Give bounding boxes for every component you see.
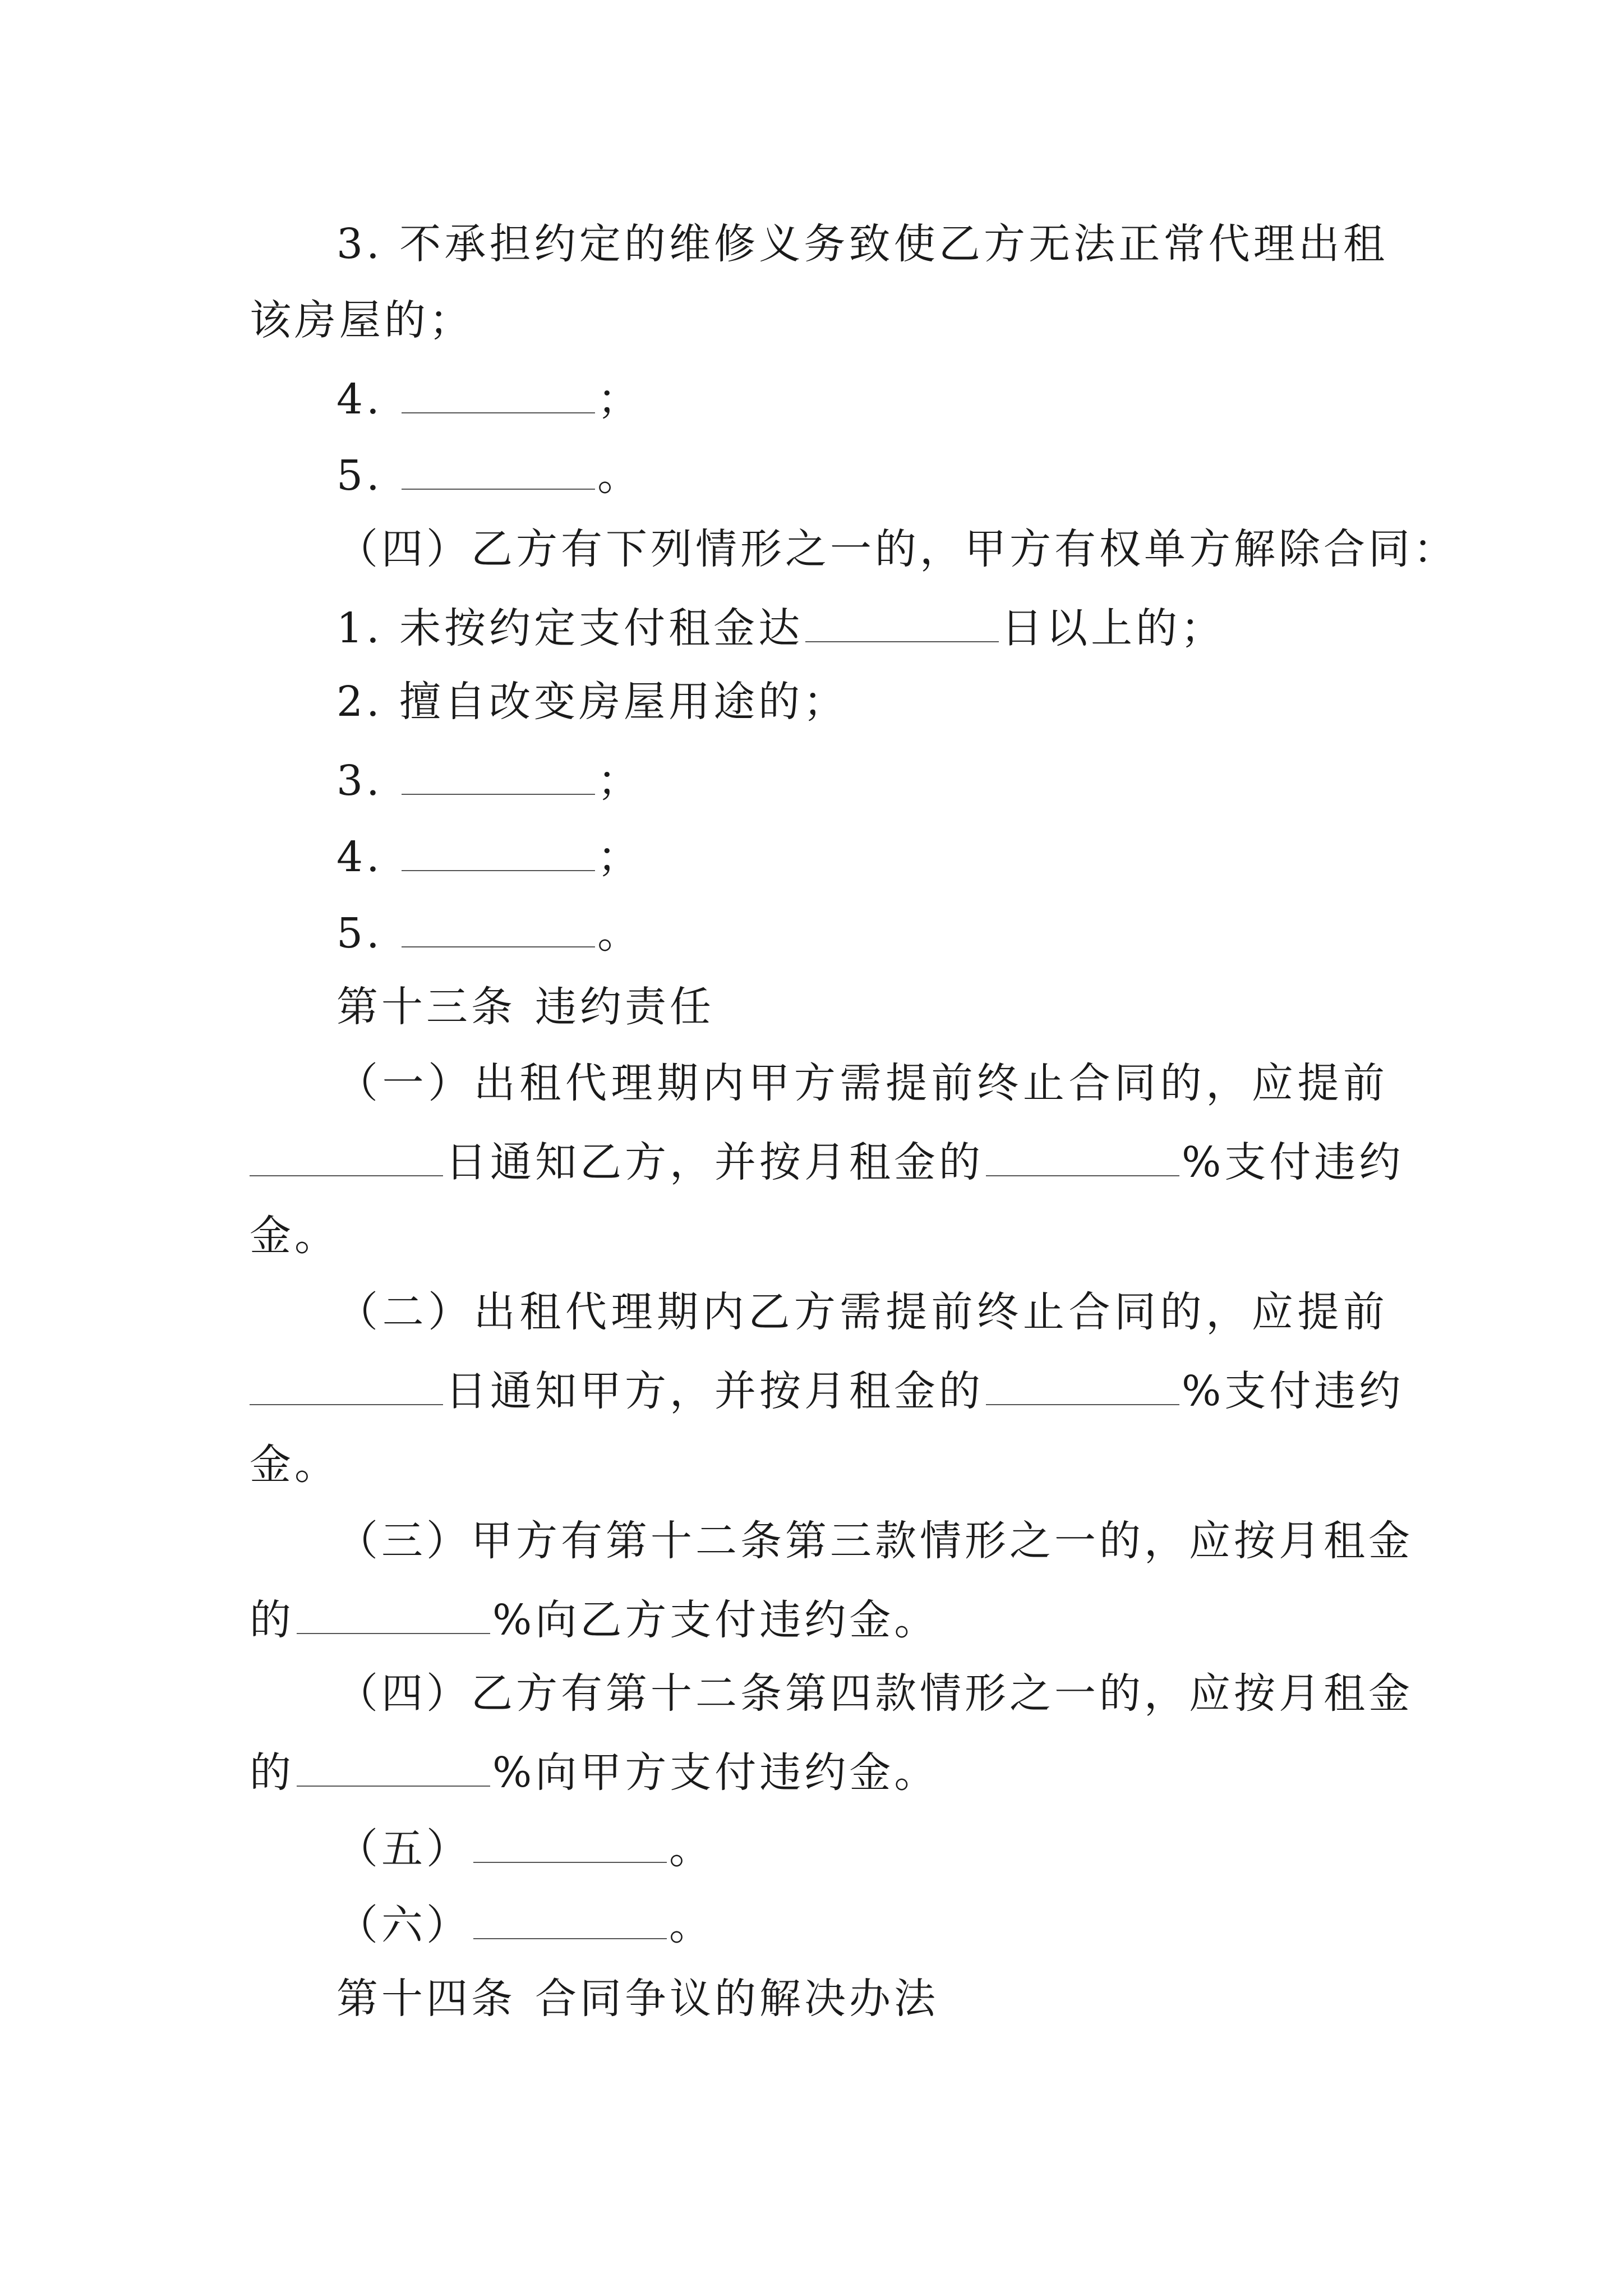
fill-in-blank <box>250 1360 443 1405</box>
clause-line <box>336 750 1388 809</box>
clause-text: %支付违约 <box>1182 1138 1404 1186</box>
clause-text: 2. 擅自改变房屋用途的； <box>336 678 849 726</box>
clause-text: %向乙方支付违约金。 <box>492 1596 939 1644</box>
clause-line <box>250 1131 1404 1190</box>
clause-line <box>336 445 1388 504</box>
clause-number: 5. <box>336 909 400 958</box>
clause-text: （三）甲方有第十二条第三款情形之一的，应按月租金 <box>336 1517 1413 1565</box>
clause-line <box>336 216 1388 272</box>
clause-punct: 。 <box>597 909 643 958</box>
clause-number: （五） <box>336 1825 471 1873</box>
clause-line <box>336 1513 1413 1569</box>
clause-text: 的 <box>250 1749 294 1797</box>
clause-text: 该房屋的； <box>250 296 474 344</box>
clause-line <box>250 1437 1388 1493</box>
fill-in-blank <box>473 1894 667 1939</box>
clause-text: （二）出租代理期内乙方需提前终止合同的，应提前 <box>336 1288 1388 1336</box>
article-number: 第十三条 <box>336 983 516 1031</box>
clause-number: 4. <box>336 375 400 424</box>
clause-text: 3. 不承担约定的维修义务致使乙方无法正常代理出租 <box>336 220 1388 268</box>
article-number: 第十四条 <box>336 1975 516 2023</box>
clause-line <box>336 1818 1388 1877</box>
clause-line <box>336 1284 1388 1340</box>
clause-line <box>250 1589 1388 1648</box>
fill-in-blank <box>402 903 595 947</box>
clause-number: 3. <box>336 757 400 805</box>
article-heading <box>336 1971 1388 2027</box>
fill-in-blank <box>250 1131 443 1176</box>
clause-text: %支付违约 <box>1182 1367 1404 1415</box>
clause-line <box>336 674 1388 730</box>
clause-line <box>250 1360 1404 1419</box>
fill-in-blank <box>402 445 595 490</box>
clause-text: 的 <box>250 1596 294 1644</box>
clause-text: 日通知乙方，并按月租金的 <box>445 1138 984 1186</box>
fill-in-blank <box>402 750 595 795</box>
clause-line <box>336 903 1388 961</box>
fill-in-blank <box>473 1818 667 1863</box>
clause-text: （四）乙方有下列情形之一的，甲方有权单方解除合同： <box>336 525 1458 573</box>
clause-line <box>336 1055 1388 1111</box>
clause-text: 日通知甲方，并按月租金的 <box>445 1367 984 1415</box>
clause-line <box>336 369 1388 427</box>
clause-number: 5. <box>336 452 400 500</box>
clause-line <box>336 597 1388 656</box>
clause-punct: ； <box>597 833 643 881</box>
article-heading <box>336 979 1388 1035</box>
clause-text: %向甲方支付违约金。 <box>492 1749 939 1797</box>
clause-line <box>250 1208 1388 1264</box>
clause-text: 金。 <box>250 1212 339 1260</box>
fill-in-blank <box>402 826 595 871</box>
clause-line <box>336 826 1388 885</box>
clause-line <box>336 1894 1388 1953</box>
article-title: 违约责任 <box>535 983 714 1031</box>
clause-text: 日以上的； <box>1001 604 1226 652</box>
clause-text: （一）出租代理期内甲方需提前终止合同的，应提前 <box>336 1059 1388 1107</box>
article-title: 合同争议的解决办法 <box>535 1975 939 2023</box>
clause-punct: ； <box>597 757 643 805</box>
clause-text: （四）乙方有第十二条第四款情形之一的，应按月租金 <box>336 1669 1413 1718</box>
fill-in-blank <box>805 597 999 642</box>
fill-in-blank <box>986 1360 1179 1405</box>
clause-text: 金。 <box>250 1441 339 1489</box>
fill-in-blank <box>986 1131 1179 1176</box>
clause-line <box>250 1742 1388 1801</box>
clause-text: 1. 未按约定支付租金达 <box>336 604 804 652</box>
clause-punct: ； <box>597 375 643 424</box>
clause-number: 4. <box>336 833 400 881</box>
fill-in-blank <box>297 1589 490 1634</box>
clause-punct: 。 <box>669 1825 714 1873</box>
clause-line <box>250 292 1388 348</box>
clause-number: （六） <box>336 1901 471 1949</box>
clause-punct: 。 <box>669 1901 714 1949</box>
fill-in-blank <box>297 1742 490 1787</box>
fill-in-blank <box>402 369 595 413</box>
clause-punct: 。 <box>597 452 643 500</box>
clause-line <box>336 521 1458 577</box>
clause-line <box>336 1665 1413 1722</box>
